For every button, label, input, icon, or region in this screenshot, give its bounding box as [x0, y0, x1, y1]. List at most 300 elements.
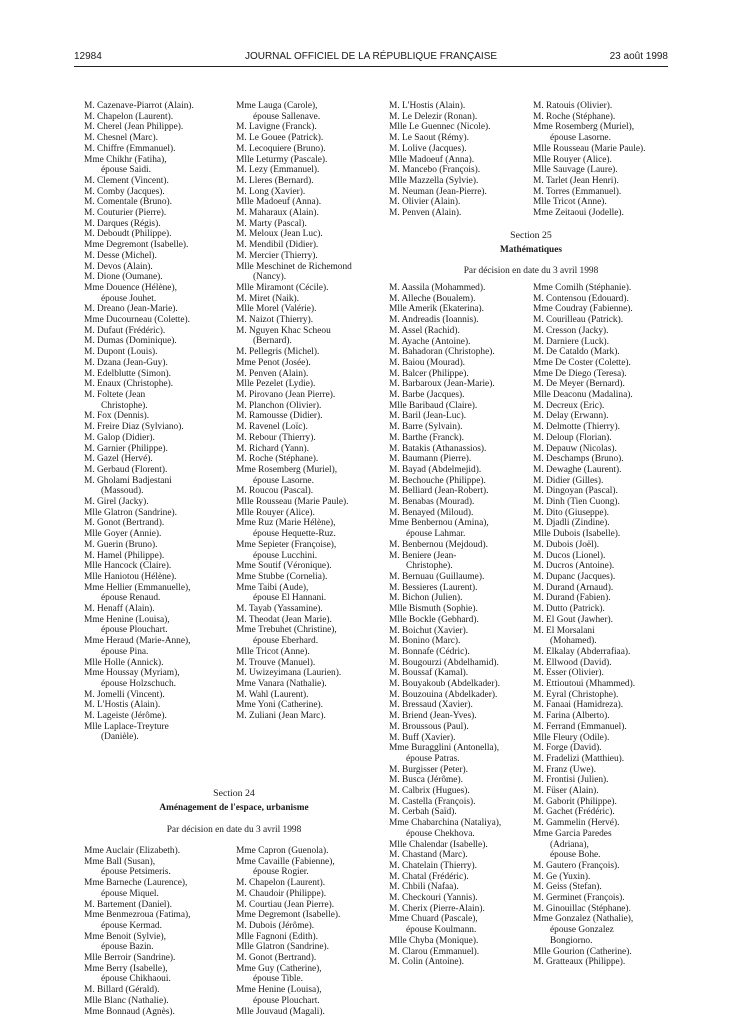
- list-item: M. Chesnel (Marc).: [84, 133, 158, 144]
- list-item: M. Esser (Olivier).: [533, 668, 604, 679]
- list-item: M. Planchon (Olivier).: [236, 400, 322, 411]
- list-item: M. Ducros (Antoine).: [533, 561, 615, 572]
- list-item: M. Chbili (Nafaa).: [389, 882, 459, 893]
- list-item: M. Neuman (Jean-Pierre).: [389, 186, 487, 197]
- list-item: M. Baiou (Mourad).: [389, 357, 466, 368]
- list-item: M. Dzana (Jean-Guy).: [84, 357, 168, 368]
- list-item: M. Ravenel (Loïc).: [236, 422, 308, 433]
- list-item: M. Bichon (Julien).: [389, 593, 463, 604]
- list-item: M. Dinh (Tien Cuong).: [533, 497, 620, 508]
- list-item: M. Barbe (Jacques).: [389, 390, 465, 401]
- list-item: M. Lleres (Bernard).: [236, 175, 314, 186]
- list-item: M. Jomelli (Vincent).: [84, 689, 165, 700]
- list-item: M. Cazenave-Piarrot (Alain).: [84, 101, 194, 111]
- list-item: Mlle Laplace-Treyture: [84, 721, 169, 732]
- list-item: M. Dewaghe (Laurent).: [533, 464, 622, 475]
- list-item: Mme Garcia Paredes: [533, 828, 612, 839]
- list-item: (Bernard).: [253, 336, 292, 347]
- list-item: Mme Ruz (Marie Hélène),: [236, 518, 336, 529]
- list-item: Mme Trebuhet (Christine),: [236, 625, 337, 636]
- list-item: M. Richard (Yann).: [236, 443, 309, 454]
- list-item: M. El Gout (Jawher).: [533, 614, 613, 625]
- list-item: M. Delmotte (Thierry).: [533, 422, 620, 433]
- list-item: Mme Chikhr (Fatiha),: [84, 154, 167, 165]
- list-item: M. Roucou (Pascal).: [236, 486, 314, 497]
- list-item: M. Fox (Dennis).: [84, 411, 150, 422]
- list-item: M. Bayad (Abdelmejid).: [389, 464, 482, 475]
- list-item: Mme Stubbe (Cornelia).: [236, 571, 328, 582]
- list-item: M. Wahl (Laurent).: [236, 689, 309, 700]
- list-item: épouse Saidi.: [101, 165, 151, 176]
- list-item: M. Calbrix (Hugues).: [389, 786, 470, 797]
- list-item: Mlle Tricot (Anne).: [236, 646, 310, 657]
- column-4-top: [533, 101, 673, 219]
- section-24-decision: Par décision en date du 3 avril 1998: [166, 825, 302, 835]
- list-item: M. Nguyen Khac Scheou: [236, 325, 331, 336]
- list-item: M. Darques (Régis).: [84, 218, 161, 229]
- list-item: épouse Sallenave.: [253, 111, 321, 122]
- list-item: M. Enaux (Christophe).: [84, 379, 174, 390]
- list-item: Mlle Madoeuf (Anna).: [236, 197, 322, 208]
- list-item: Mme Ball (Susan),: [84, 856, 156, 867]
- list-item: M. Lageiste (Jérôme).: [84, 711, 167, 722]
- list-item: M. Baumann (Pierre).: [389, 454, 472, 465]
- list-item: M. Baril (Jean-Luc).: [389, 411, 467, 422]
- list-item: M. Trouve (Manuel).: [236, 657, 316, 668]
- list-item: M. Comentale (Bruno).: [84, 197, 173, 208]
- list-item: M. Le Gouee (Patrick).: [236, 133, 324, 144]
- list-item: Mlle Le Guennec (Nicole).: [389, 122, 491, 133]
- column-1-section-24: [84, 846, 230, 1017]
- list-item: épouse Hequette-Ruz.: [253, 529, 336, 540]
- list-item: M. Bonnafe (Cédric).: [389, 646, 470, 657]
- header-rule: [74, 66, 668, 67]
- list-item: M. Desse (Michel).: [84, 250, 157, 261]
- list-item: Mme Houssay (Myriam),: [84, 668, 180, 679]
- list-item: M. Bahadoran (Christophe).: [389, 347, 495, 358]
- list-item: M. Delay (Erwann).: [533, 411, 609, 422]
- list-item: M. Chatelain (Thierry).: [389, 860, 477, 871]
- list-item: Mme Lauga (Carole),: [236, 101, 318, 111]
- list-item: M. Chapelon (Laurent).: [84, 111, 174, 122]
- list-item: épouse Petsimeris.: [101, 867, 171, 878]
- list-item: Mlle Holle (Annick).: [84, 657, 164, 668]
- list-item: épouse El Hannani.: [253, 593, 327, 604]
- list-item: M. Lavigne (Franck).: [236, 122, 317, 133]
- list-item: M. Cherix (Pierre-Alain).: [389, 903, 485, 914]
- list-item: M. Couturier (Pierre).: [84, 208, 167, 219]
- list-item: Mme Chabarchina (Nataliya),: [389, 818, 502, 829]
- list-item: Mlle Mazzella (Sylvie).: [389, 175, 479, 186]
- list-item: M. Mancebo (François).: [389, 165, 481, 176]
- list-item: épouse Tible.: [253, 974, 304, 985]
- list-item: Mme Coudray (Fabienne).: [533, 304, 633, 315]
- list-item: M. Bouzouina (Abdelkader).: [389, 689, 498, 700]
- list-item: M. Roche (Stéphane).: [236, 454, 319, 465]
- list-item: (Nancy).: [253, 272, 287, 283]
- list-item: Mlle Leturmy (Pascale).: [236, 154, 328, 165]
- list-item: M. Lezy (Emmanuel).: [236, 165, 320, 176]
- list-item: M. Edelblutte (Simon).: [84, 368, 171, 379]
- list-item: M. Dufaut (Frédéric).: [84, 325, 166, 336]
- list-item: M. Frontisi (Julien).: [533, 775, 609, 786]
- list-item: Mlle Dubois (Isabelle).: [533, 529, 621, 540]
- list-item: Mme De Coster (Colette).: [533, 357, 631, 368]
- list-item: M. Decreux (Eric).: [533, 400, 605, 411]
- journal-title: JOURNAL OFFICIEL DE LA RÉPUBLIQUE FRANÇAISE: [244, 51, 498, 62]
- list-item: M. Maharaux (Alain).: [236, 208, 319, 219]
- list-item: M. Penven (Alain).: [236, 368, 309, 379]
- list-item: M. Balcer (Philippe).: [389, 368, 469, 379]
- list-item: M. Miret (Naik).: [236, 293, 300, 304]
- list-item: Mlle Bismuth (Sophie).: [389, 604, 478, 615]
- list-item: M. Deboudt (Philippe).: [84, 229, 172, 240]
- list-item: Mlle Berroir (Sandrine).: [84, 953, 176, 964]
- list-item: M. Dreano (Jean-Marie).: [84, 304, 178, 315]
- list-item: Mlle Haniotou (Hélène).: [84, 571, 177, 582]
- list-item: M. L'Hostis (Alain).: [389, 101, 466, 111]
- list-item: M. Meloux (Jean Luc).: [236, 229, 323, 240]
- list-item: M. Djadli (Zindine).: [533, 518, 610, 529]
- section-24-title: Section 24: [213, 788, 255, 799]
- list-item: Mme Benoit (Sylvie),: [84, 931, 167, 942]
- list-item: Mlle Morel (Valérie).: [236, 304, 317, 315]
- list-item: Mme Hellier (Emmanuelle),: [84, 582, 191, 593]
- list-item: M. Guerin (Bruno).: [84, 539, 158, 550]
- list-item: M. Billard (Gérald).: [84, 985, 160, 996]
- list-item: M. Contensou (Edouard).: [533, 293, 629, 304]
- list-item: Mlle Fleury (Odile).: [533, 732, 610, 743]
- list-item: M. Batakis (Athanassios).: [389, 443, 487, 454]
- list-item: M. Dubois (Jérôme).: [236, 920, 315, 931]
- list-item: Mme Benbernou (Amina),: [389, 518, 489, 529]
- column-1-top: [84, 101, 230, 743]
- list-item: M. Bernuau (Guillaume).: [389, 571, 485, 582]
- list-item: M. De Cataldo (Mark).: [533, 347, 620, 358]
- list-item: Mme Capron (Guenola).: [236, 846, 329, 856]
- list-item: Mlle Tricot (Anne).: [533, 197, 607, 208]
- list-item: Mme Taibi (Aude),: [236, 582, 309, 593]
- list-item: M. Benbernou (Mejdoud).: [389, 539, 488, 550]
- list-item: M. De Meyer (Bernard).: [533, 379, 625, 390]
- list-item: M. Ayache (Antoine).: [389, 336, 471, 347]
- list-item: M. Farina (Alberto).: [533, 711, 610, 722]
- list-item: M. Dumas (Dominique).: [84, 336, 177, 347]
- section-25-subject: Mathématiques: [500, 245, 562, 255]
- list-item: M. Lecoquiere (Bruno).: [236, 143, 326, 154]
- list-item: (Danièle).: [101, 732, 139, 743]
- list-item: M. Marty (Pascal).: [236, 218, 307, 229]
- list-item: M. L'Hostis (Alain).: [84, 700, 161, 711]
- list-item: M. Gerbaud (Florent).: [84, 464, 168, 475]
- list-item: Mlle Baribaud (Claire).: [389, 400, 478, 411]
- list-item: M. Courtiau (Jean Pierre).: [236, 899, 335, 910]
- list-item: Mme Bonnaud (Agnès).: [84, 1006, 175, 1017]
- list-item: Mme Rosemberg (Muriel),: [236, 464, 338, 475]
- list-item: M. Boichut (Xavier).: [389, 625, 469, 636]
- list-item: M. Ramousse (Didier).: [236, 411, 323, 422]
- list-item: M. Chastand (Marc).: [389, 850, 468, 861]
- list-item: Mlle Glatron (Sandrine).: [236, 942, 329, 953]
- list-item: épouse Rogier.: [253, 867, 309, 878]
- list-item: M. Comby (Jacques).: [84, 186, 165, 197]
- list-item: M. Burgisser (Peter).: [389, 764, 468, 775]
- list-item: M. Dutto (Patrick).: [533, 604, 605, 615]
- list-item: M. Bouyakoub (Abdelkader).: [389, 679, 500, 690]
- list-item: M. Dione (Oumane).: [84, 272, 163, 283]
- list-item: Mlle Chyba (Monique).: [389, 935, 479, 946]
- list-item: Mlle Gourion (Catherine).: [533, 946, 632, 957]
- list-item: M. Aassila (Mohammed).: [389, 283, 486, 293]
- list-item: M. Forge (David).: [533, 743, 602, 754]
- list-item: M. Dingoyan (Pascal).: [533, 486, 618, 497]
- list-item: M. Pirovano (Jean Pierre).: [236, 389, 336, 400]
- list-item: M. Long (Xavier).: [236, 186, 306, 197]
- list-item: M. Eyral (Christophe).: [533, 689, 619, 700]
- list-item: M. Franz (Uwe).: [533, 764, 597, 775]
- list-item: M. Penven (Alain).: [389, 208, 462, 219]
- list-item: M. Ellwood (David).: [533, 657, 612, 668]
- list-item: M. Fradelizi (Matthieu).: [533, 753, 625, 764]
- list-item: Mlle Sauvage (Laure).: [533, 165, 618, 176]
- list-item: Mlle Miramont (Cécile).: [236, 282, 329, 293]
- list-item: Mme Comilh (Stéphanie).: [533, 283, 632, 293]
- list-item: M. Dupont (Louis).: [84, 347, 158, 358]
- list-item: épouse Chekhova.: [406, 828, 475, 839]
- list-item: M. Uwizeyimana (Laurien).: [236, 668, 342, 679]
- list-item: M. Barthe (Franck).: [389, 432, 464, 443]
- list-item: M. Bechouche (Philippe).: [389, 475, 486, 486]
- list-item: Mme Douence (Hélène),: [84, 282, 177, 293]
- list-item: M. Castella (François).: [389, 796, 476, 807]
- list-item: M. Barbaroux (Jean-Marie).: [389, 379, 495, 390]
- list-item: M. Broussous (Paul).: [389, 721, 469, 732]
- list-item: Mlle Madoeuf (Anna).: [389, 154, 475, 165]
- list-item: Mlle Meschinet de Richemond: [236, 261, 352, 272]
- list-item: M. Didier (Gilles).: [533, 475, 604, 486]
- list-item: M. El Morsalani: [533, 625, 595, 636]
- list-item: M. Hamel (Philippe).: [84, 550, 165, 561]
- list-item: M. Girel (Jacky).: [84, 497, 149, 508]
- list-item: épouse Lahmar.: [406, 529, 466, 540]
- list-item: M. Cerbah (Saïd).: [389, 807, 457, 818]
- section-25-title: Section 25: [510, 230, 552, 241]
- list-item: Mlle Jouvaud (Magali).: [236, 1006, 325, 1017]
- list-item: M. Roche (Stéphane).: [533, 111, 616, 122]
- list-item: M. Galop (Didier).: [84, 432, 155, 443]
- list-item: M. Clarou (Emmanuel).: [389, 946, 480, 957]
- list-item: M. Deschamps (Bruno).: [533, 454, 624, 465]
- list-item: M. Le Saout (Rémy).: [389, 133, 469, 144]
- list-item: M. Ginouillac (Stéphane).: [533, 903, 631, 914]
- list-item: M. Dubois (Joël).: [533, 539, 600, 550]
- list-item: Mme Degremont (Isabelle).: [236, 910, 341, 921]
- list-item: Mme Henine (Louisa),: [84, 614, 170, 625]
- list-item: épouse Bazin.: [101, 942, 154, 953]
- list-item: Mlle Hancock (Claire).: [84, 561, 172, 572]
- list-item: M. Barre (Sylvain).: [389, 422, 463, 433]
- list-item: épouse Plouchart.: [101, 625, 168, 636]
- list-item: M. Gazel (Hervé).: [84, 454, 153, 465]
- list-item: épouse Koulmann.: [406, 925, 477, 936]
- list-item: M. Zuliani (Jean Marc).: [236, 711, 326, 722]
- list-item: M. Naizot (Thierry).: [236, 315, 314, 326]
- list-item: M. Deloup (Florian).: [533, 432, 612, 443]
- list-item: M. Theodat (Jean Marie).: [236, 614, 332, 625]
- list-item: Mlle Goyer (Annie).: [84, 529, 162, 540]
- list-item: M. Andreadis (Ioannis).: [389, 315, 479, 326]
- list-item: M. Belliard (Jean-Robert).: [389, 486, 489, 497]
- list-item: M. Gammelin (Hervé).: [533, 818, 620, 829]
- section-25-decision: Par décision en date du 3 avril 1998: [463, 266, 599, 276]
- list-item: épouse Holzschuch.: [101, 678, 176, 689]
- section-24-subject: Aménagement de l'espace, urbanisme: [159, 803, 309, 813]
- list-item: M. Ratouis (Olivier).: [533, 101, 613, 111]
- list-item: Mlle Deaconu (Madalina).: [533, 390, 633, 401]
- list-item: M. Chapelon (Laurent).: [236, 878, 326, 889]
- list-item: Mme Henine (Louisa),: [236, 985, 322, 996]
- list-item: Mme Guy (Catherine),: [236, 963, 322, 974]
- list-item: M. Boussaf (Kamal).: [389, 668, 469, 679]
- list-item: M. Darniere (Luck).: [533, 336, 610, 347]
- list-item: M. Pellegris (Michel).: [236, 347, 320, 358]
- list-item: M. Germinet (François).: [533, 893, 625, 904]
- list-item: Mlle Chalendar (Isabelle).: [389, 839, 488, 850]
- list-item: M. Cherel (Jean Philippe).: [84, 122, 184, 133]
- list-item: Mlle Rousseau (Marie Paule).: [533, 143, 646, 154]
- list-item: Mme Berry (Isabelle),: [84, 963, 168, 974]
- list-item: M. Bressaud (Xavier).: [389, 700, 473, 711]
- list-item: M. Courilleau (Patrick).: [533, 315, 624, 326]
- list-item: Mme Rosemberg (Muriel),: [533, 122, 635, 133]
- column-4-section-25: [533, 283, 673, 968]
- list-item: épouse Lasorne.: [550, 133, 611, 144]
- list-item: M. Henaff (Alain).: [84, 604, 155, 615]
- list-item: Mme Degremont (Isabelle).: [84, 240, 189, 251]
- list-item: M. Rebour (Thierry).: [236, 432, 316, 443]
- list-item: Mme Gonzalez (Nathalie),: [533, 914, 634, 925]
- list-item: M. Gaborit (Philippe).: [533, 796, 617, 807]
- list-item: M. Ducos (Lionel).: [533, 550, 606, 561]
- list-item: M. Checkouri (Yannis).: [389, 893, 478, 904]
- list-item: Mlle Pezelet (Lydie).: [236, 379, 316, 390]
- list-item: M. Durand (Fabien).: [533, 593, 611, 604]
- list-item: Mme Yoni (Catherine).: [236, 700, 323, 711]
- list-item: Mme Barneche (Laurence),: [84, 878, 188, 889]
- list-item: M. Mendibil (Didier).: [236, 240, 319, 251]
- column-2-section-24: [236, 846, 384, 1017]
- list-item: M. Ferrand (Emmanuel).: [533, 721, 627, 732]
- list-item: M. Lolive (Jacques).: [389, 143, 467, 154]
- list-item: épouse Bohe.: [550, 850, 601, 861]
- list-item: épouse Renaud.: [101, 593, 161, 604]
- list-item: épouse Lucchini.: [253, 550, 318, 561]
- list-item: M. Foltete (Jean: [84, 389, 146, 400]
- list-item: M. Chiffre (Emmanuel).: [84, 143, 176, 154]
- list-item: M. Olivier (Alain).: [389, 197, 461, 208]
- list-item: M. Geiss (Stefan).: [533, 882, 602, 893]
- list-item: M. Dito (Giuseppe).: [533, 507, 610, 518]
- list-item: M. Clement (Vincent).: [84, 175, 169, 186]
- list-item: M. Briend (Jean-Yves).: [389, 711, 477, 722]
- list-item: M. Bonino (Marc).: [389, 636, 461, 647]
- list-item: Mlle Glatron (Sandrine).: [84, 507, 177, 518]
- list-item: M. Buff (Xavier).: [389, 732, 456, 743]
- list-item: M. Freire Diaz (Sylviano).: [84, 422, 184, 433]
- page-header: [74, 51, 668, 65]
- list-item: Bongiorno.: [550, 935, 593, 946]
- list-item: Mlle Amerik (Ekaterina).: [389, 304, 485, 315]
- list-item: Mme Auclair (Elizabeth).: [84, 846, 181, 856]
- column-3-section-25: [389, 283, 533, 968]
- list-item: M. Gratteaux (Philippe).: [533, 957, 626, 968]
- list-item: M. Dupanc (Jacques).: [533, 571, 616, 582]
- list-item: M. Gautero (François).: [533, 860, 620, 871]
- list-item: M. Busca (Jérôme).: [389, 775, 463, 786]
- list-item: M. Chatal (Frédéric).: [389, 871, 469, 882]
- list-item: M. Fanaai (Hamidreza).: [533, 700, 624, 711]
- list-item: Mme Sepieter (Françoise),: [236, 539, 337, 550]
- list-item: M. Bartement (Daniel).: [84, 899, 172, 910]
- list-item: M. Gholami Badjestani: [84, 475, 172, 486]
- list-item: M. Bessieres (Laurent).: [389, 582, 478, 593]
- list-item: M. Gachet (Frédéric).: [533, 807, 615, 818]
- list-item: M. Torres (Emmanuel).: [533, 186, 622, 197]
- list-item: Mlle Rouyer (Alice).: [533, 154, 612, 165]
- list-item: épouse Gonzalez: [550, 925, 614, 936]
- list-item: Mme Benmezroua (Fatima),: [84, 910, 191, 921]
- list-item: M. Benabas (Mourad).: [389, 497, 475, 508]
- list-item: Mme Heraud (Marie-Anne),: [84, 636, 191, 647]
- list-item: Mlle Rouyer (Alice).: [236, 507, 315, 518]
- list-item: M. Tayab (Yassamine).: [236, 604, 323, 615]
- list-item: M. Mercier (Thierry).: [236, 250, 318, 261]
- list-item: M. Elkalay (Abderrafiaa).: [533, 646, 631, 657]
- page-number: 12984: [74, 51, 102, 62]
- list-item: M. Assel (Rachid).: [389, 325, 460, 336]
- list-item: M. Ge (Yuxin).: [533, 871, 591, 882]
- list-item: épouse Patras.: [406, 753, 460, 764]
- list-item: M. Durand (Arnaud).: [533, 582, 614, 593]
- list-item: Mlle Rousseau (Marie Paule).: [236, 497, 349, 508]
- list-item: Mlle Fagnoni (Edith).: [236, 931, 319, 942]
- list-item: épouse Plouchart.: [253, 995, 320, 1006]
- list-item: épouse Eberhard.: [253, 636, 319, 647]
- list-item: épouse Lasorne.: [253, 475, 314, 486]
- list-item: M. Chaudoir (Philippe).: [236, 888, 327, 899]
- list-item: épouse Miquel.: [101, 888, 159, 899]
- list-item: (Massoud).: [101, 486, 144, 497]
- issue-date: 23 août 1998: [609, 51, 668, 62]
- list-item: M. Garnier (Philippe).: [84, 443, 168, 454]
- list-item: M. Beniere (Jean-: [389, 550, 457, 561]
- list-item: (Mohamed).: [550, 636, 597, 647]
- list-item: Mme Penot (Josée).: [236, 357, 311, 368]
- list-item: Mme Ducourneau (Colette).: [84, 315, 190, 326]
- list-item: M. Allechе (Boualem).: [389, 293, 476, 304]
- column-3-top: [389, 101, 533, 219]
- list-item: épouse Chikhaoui.: [101, 974, 171, 985]
- list-item: épouse Kermad.: [101, 920, 162, 931]
- list-item: (Adriana),: [550, 839, 589, 850]
- list-item: Mlle Blanc (Nathalie).: [84, 995, 169, 1006]
- list-item: Mme Soutif (Véronique).: [236, 561, 332, 572]
- list-item: M. Cresson (Jacky).: [533, 325, 609, 336]
- list-item: M. Gonot (Bertrand).: [84, 518, 165, 529]
- list-item: Mlle Bockle (Gebhard).: [389, 614, 479, 625]
- list-item: M. Ettioutoui (Mhammed).: [533, 679, 636, 690]
- list-item: M. Depauw (Nicolas).: [533, 443, 617, 454]
